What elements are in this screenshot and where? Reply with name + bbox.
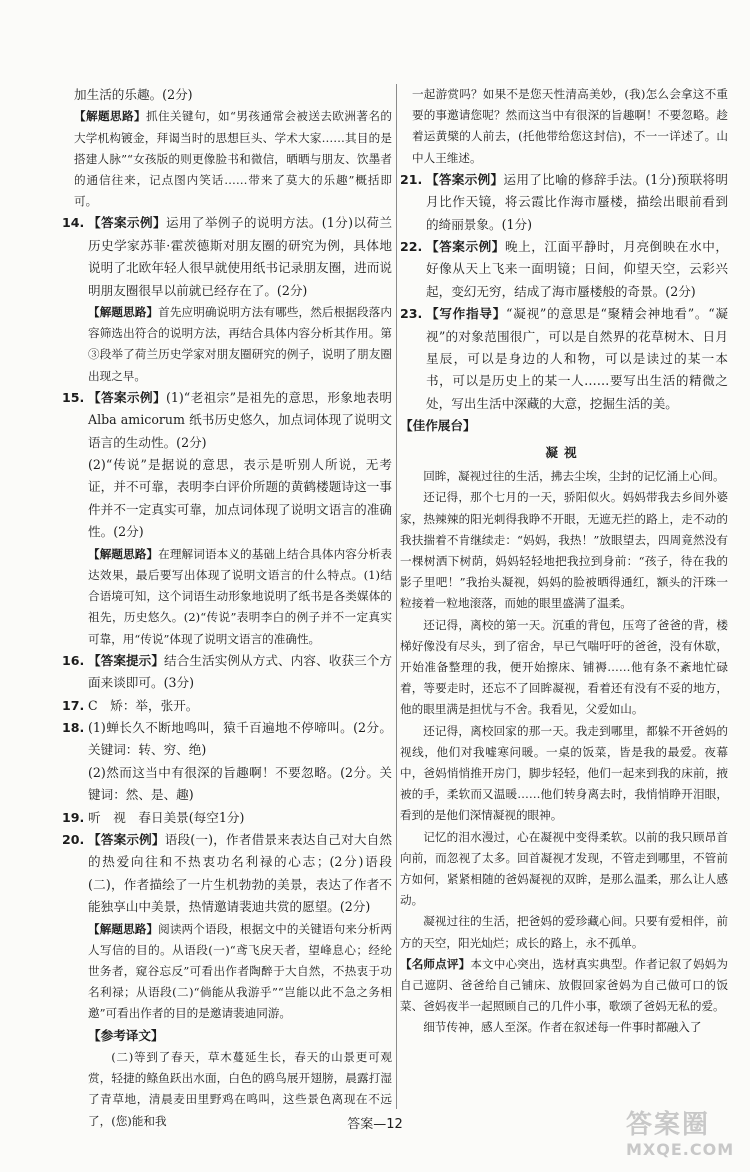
answer-text: 运用了举例子的说明方法。(1分)以荷兰历史学家苏菲·霍茨德斯对朋友圈的研究为例，具体地说明了北欧年轻人很早就使用纸书记录朋友圈，进而说明朋友圈很早以前就已经存在了。(2分) xyxy=(88,215,392,298)
answer-example xyxy=(88,212,392,302)
question-number: 22. xyxy=(400,239,423,255)
page-footer: 答案—12 xyxy=(347,1117,403,1132)
tag-label: 【解题思路】 xyxy=(88,546,159,561)
left-column xyxy=(62,84,392,1132)
tag-label: 【解题思路】 xyxy=(88,921,159,936)
solution-note xyxy=(62,106,392,212)
question-14 xyxy=(62,212,392,386)
answer-text: 听 视 春日美景(每空1分) xyxy=(88,809,245,825)
essay-paragraph: 凝视过往的生活，把爸妈的爱珍藏心间。只要有爱相伴，前方的天空，阳光灿烂；成长的路上，永不孤单。 xyxy=(400,914,728,950)
tag-label: 【答案示例】 xyxy=(426,171,504,187)
essay-paragraph: 还记得，离校的第一天。沉重的背包，压弯了爸爸的背，楼梯好像没有尽头，到了宿舍，早已气喘吁吁的爸爸，没有休歇，开始准备整理的我，便开始擦床、铺褥……他有条不紊地忙碌着，等要走时，还忘不了回眸凝视，看着还有没有不妥的地方，他的眼里满是担忧与不舍。我看见，父爱如山。 xyxy=(400,617,728,717)
answer-text: 语段(一)，作者借景来表达自己对大自然的热爱向往和不热衷功名利禄的心志；(2分)语段(二)，作者描绘了一片生机勃勃的美景，表达了作者不能独享山中美景，热情邀请裴迪共赏的愿望。(2分) xyxy=(88,831,393,915)
solution-text: 首先应明确说明方法有哪些，然后根据段落内容筛选出符合的说明方法，再结合具体内容分析其作用。第③段举了荷兰历史学家对朋友圈研究的例子，说明了朋友圈出现之早。 xyxy=(88,305,392,383)
question-19 xyxy=(62,807,392,829)
reference-translation-label xyxy=(88,1025,392,1047)
answer-text: 结合生活实例从方式、内容、收获三个方面来谈即可。(3分) xyxy=(88,652,393,691)
watermark-logo xyxy=(626,1110,734,1166)
right-column xyxy=(400,84,728,1039)
question-18 xyxy=(62,717,392,807)
solution-note xyxy=(88,919,392,1025)
question-17 xyxy=(62,695,392,717)
question-number: 21. xyxy=(400,171,423,187)
column-divider xyxy=(396,84,397,1109)
translation-continued: 一起游赏吗？如果不是您天性清高美妙，(我)怎么会拿这不重要的事邀请您呢？然而这当中有很深的旨趣啊！不要忽略。趁着运黄檗的人前去，(托他带给您这封信)，不一一详述了。山中人王维述。 xyxy=(412,87,728,165)
answer-text: 加生活的乐趣。(2分) xyxy=(74,87,193,102)
tag-label: 【解题思路】 xyxy=(88,305,159,320)
essay-paragraph: 还记得，离校回家的那一天。我走到哪里，都躲不开爸妈的视线，他们对我嘘寒问暖。一桌的饭菜，皆是我的最爱。夜幕中，爸妈悄悄推开房门，脚步轻轻，他们一起来到我的床前，掖被的手，柔软而又温暖……他们转身离去时，我悄悄睁开泪眼，看到的是他们深情凝视的眼神。 xyxy=(400,723,728,823)
question-20 xyxy=(62,829,392,1132)
answer-example xyxy=(426,169,728,236)
tag-label: 【名师点评】 xyxy=(400,956,471,971)
tag-label: 【佳作展台】 xyxy=(400,418,476,434)
tag-label: 【答案示例】 xyxy=(426,239,505,255)
answer-example xyxy=(88,829,392,919)
question-number: 23. xyxy=(400,306,423,322)
tag-label: 【答案示例】 xyxy=(88,831,165,847)
question-number: 15. xyxy=(62,389,85,405)
solution-text: 抓住关键句，如“男孩通常会被送去欧洲著名的大学机构镀金，拜谒当时的思想巨头、学术大家……其目的是搭建人脉”“女孩版的则更像脸书和微信，晒晒与朋友、饮墨者的通信往来，记点图内笑话……带来了莫大的乐趣”概括即可。 xyxy=(74,109,392,209)
question-22 xyxy=(400,236,728,303)
watermark-sub: MXQE.COM xyxy=(626,1140,735,1159)
question-number: 16. xyxy=(62,652,85,668)
tag-label: 【写作指导】 xyxy=(426,306,507,322)
question-number: 18. xyxy=(62,719,85,735)
question-16 xyxy=(62,650,392,695)
solution-note xyxy=(88,544,392,650)
solution-text: 阅读两个语段，根据文中的关键语句来分析两人写信的目的。从语段(一)“鸢飞戾天者，望峰息心；经纶世务者，窥谷忘反”可看出作者陶醉于大自然，不热衷于功名利禄；从语段(二)“倘能从我游乎”“岂能以此不急之务相邀”可看出作者的目的是邀请裴迪同游。 xyxy=(88,921,392,1021)
answer-text: 晚上，江面平静时，月亮倒映在水中，好像从天上飞来一面明镜；日间，仰望天空，云彩兴起，变幻无穷，结成了海市蜃楼般的奇景。(2分) xyxy=(426,239,729,299)
question-21 xyxy=(400,169,728,236)
question-number: 19. xyxy=(62,809,85,825)
answer-hint xyxy=(88,650,392,695)
question-number: 14. xyxy=(62,215,85,231)
essay-paragraph: 回眸，凝视过往的生活，拂去尘埃，尘封的记忆涌上心间。 xyxy=(423,469,725,484)
answer-example xyxy=(88,387,392,454)
answer-text: (1)蝉长久不断地鸣叫，猿千百遍地不停啼叫。(2分。关键词：转、穷、绝) xyxy=(88,719,392,758)
comment-text: 本文中心突出，选材真实典型。作者记叙了妈妈为自己遮阴、爸爸给自己铺床、放假回家爸妈为自己做可口的饭菜、爸妈夜半一起照顾自己的几件小事，歌颂了爸妈无私的爱。 xyxy=(400,956,728,1014)
answer-text: (2)然而这当中有很深的旨趣啊！不要忽略。(2分。关键词：然、是、趣) xyxy=(88,764,392,803)
tag-label: 【答案示例】 xyxy=(88,215,166,231)
tag-label: 【答案提示】 xyxy=(88,652,165,668)
question-number: 20. xyxy=(62,831,85,847)
answer-text: (2)“传说”是据说的意思，表示是听别人所说，无考证，并不可靠，表明李白评价所题的黄鹤楼题诗这一事件并不一定真实可靠，加点词体现了说明文语言的准确性。(2分) xyxy=(88,457,392,540)
answer-text: (1)“老祖宗”是祖先的意思，形象地表明 Alba amicorum 纸书历史悠久，加点词体现了说明文语言的生动性。(2分) xyxy=(88,389,392,450)
tag-label: 【答案示例】 xyxy=(88,389,166,405)
answer-text: 运用了比喻的修辞手法。(1分)预联将明月比作天镜，将云霞比作海市蜃楼，描绘出眼前看到的绮丽景象。(1分) xyxy=(426,171,729,232)
comment-continued: 细节传神，感人至深。作者在叙述每一件事时都融入了 xyxy=(423,1020,702,1035)
solution-text: 在理解词语本义的基础上结合具体内容分析表达效果，最后要写出体现了说明文语言的什么特点。(1)结合语境可知，这个词语生动形象地说明了纸书是各类媒体的祖先，历史悠久。(2)“传说”表明李白的例子并不一定真实可靠，用“传说”体现了说明文语言的准确性。 xyxy=(88,546,392,646)
essay-title: 凝视 xyxy=(545,444,583,460)
answer-text: C 矫：举，张开。 xyxy=(88,697,199,713)
showcase-label xyxy=(400,415,728,437)
solution-note xyxy=(88,302,392,387)
reference-translation: (二)等到了春天，草木蔓延生长，春天的山景更可观赏，轻捷的鲦鱼跃出水面，白色的鸥鸟展开翅膀，晨露打湿了青草地，清晨麦田里野鸡在鸣叫，这些景色离现在不远了，(您)能和我 xyxy=(88,1050,392,1128)
essay-paragraph: 还记得，那个七月的一天，骄阳似火。妈妈带我去乡间外婆家，热辣辣的阳光刺得我睁不开眼，无遮无拦的路上，走不动的我扶揣着不肯继续走：“妈妈，我热！”放眼望去，四周竟然没有一棵树洒下树荫，妈妈轻轻地把我拉到身前：“孩子，待在我的影子里吧！”我抬头凝视，妈妈的脸被晒得通红，额头的汗珠一粒接着一粒地滚落，而她的眼里盛满了温柔。 xyxy=(400,490,728,611)
tag-label: 【解题思路】 xyxy=(74,109,147,124)
watermark-main: 答案圈 xyxy=(626,1110,711,1140)
essay-paragraph: 记忆的泪水漫过，心在凝视中变得柔软。以前的我只顾昂首向前，而忽视了太多。回首凝视才发现，不管走到哪里，不管前方如何，紧紧相随的爸妈凝视的双眸，是那么温柔，那么让人感动。 xyxy=(400,829,728,908)
answer-example xyxy=(426,236,728,303)
teacher-comment xyxy=(400,954,728,1018)
writing-guide xyxy=(426,303,728,415)
question-23 xyxy=(400,303,728,415)
guide-text: “凝视”的意思是“聚精会神地看”。“凝视”的对象范围很广，可以是自然界的花草树木、日月星辰，可以是身边的人和物，可以是读过的某一本书，可以是历史上的某一人……要写出生活的精微之处，写出生活中深藏的大意，挖掘生活的美。 xyxy=(426,306,728,411)
tag-label: 【参考译文】 xyxy=(88,1027,164,1043)
question-15 xyxy=(62,387,392,650)
question-number: 17. xyxy=(62,697,85,713)
